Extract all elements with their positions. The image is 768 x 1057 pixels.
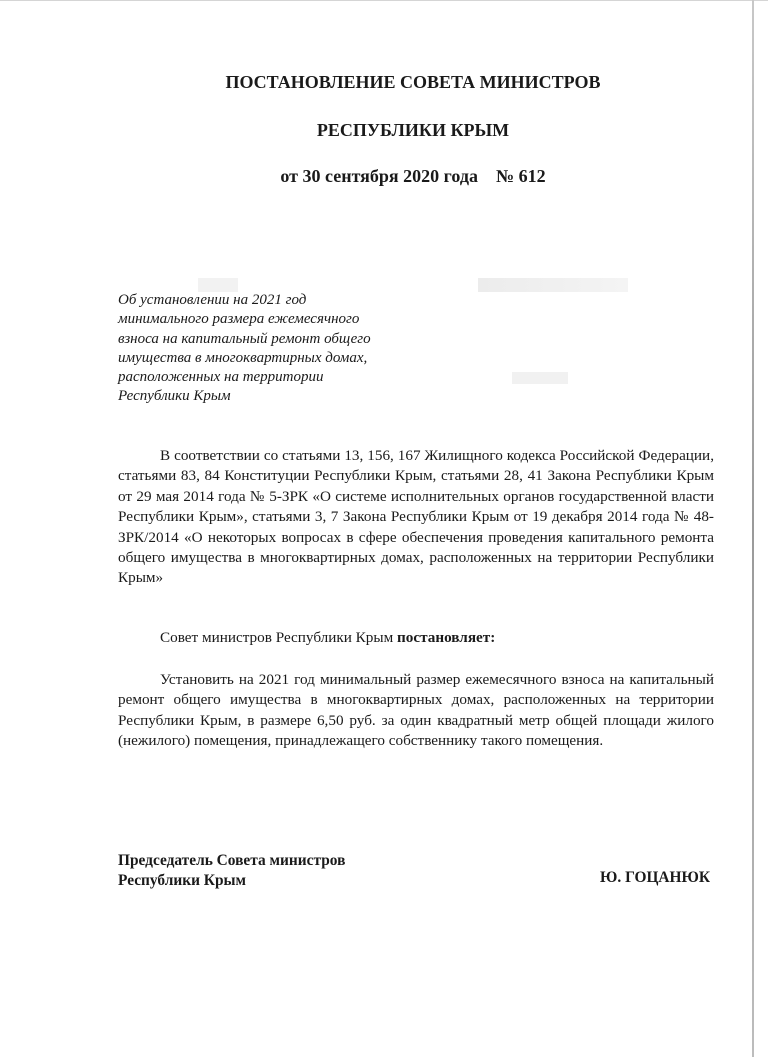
document-subtitle: РЕСПУБЛИКИ КРЫМ xyxy=(316,120,510,140)
decision-paragraph: Установить на 2021 год минимальный размер ежемесячного взноса на капитальный ремонт общего имущества в многоквартирных домах, расположенных на территории Республики Крым, в размере 6,50 руб. за один квадратный метр общей площади жилого (нежилого) помещения, принадлежащего собственнику такого помещения. xyxy=(118,671,714,750)
document-title: ПОСТАНОВЛЕНИЕ СОВЕТА МИНИСТРОВ xyxy=(225,72,601,92)
document-subject xyxy=(118,291,418,407)
council-verb: постановляет: xyxy=(397,629,496,646)
subject-line: Республики Крым xyxy=(118,388,231,405)
document-date: от 30 сентября 2020 года xyxy=(280,166,478,186)
signatory-position-line: Председатель Совета министров xyxy=(118,852,346,869)
preamble-paragraph: В соответствии со статьями 13, 156, 167 Жилищного кодекса Российской Федерации, статьями 83, 84 Конституции Республики Крым, статьями 28, 41 Закона Республики Крым от 29 мая 2014 года № 5-ЗРК «О системе исполнительных органов государственной власти Республики Крым», статьями 3, 7 Закона Республики Крым от 19 декабря 2014 года № 48-ЗРК/2014 «О некоторых вопросах в сфере обеспечения проведения капитального ремонта общего имущества в многоквартирных домах, расположенных на территории Республики Крым» xyxy=(118,447,714,587)
bleed-through-mark xyxy=(512,372,568,384)
council-decision-line xyxy=(118,628,714,648)
council-text: Совет министров Республики Крым xyxy=(160,629,394,646)
signatory-position xyxy=(118,851,438,892)
scan-right-edge xyxy=(752,0,754,1057)
subject-line: Об установлении на 2021 год xyxy=(118,292,307,308)
subject-line: расположенных на территории xyxy=(118,369,324,386)
document-number: № 612 xyxy=(495,166,546,186)
bleed-through-mark xyxy=(478,278,628,292)
subject-line: минимального размера ежемесячного xyxy=(118,311,360,328)
signatory-position-line: Республики Крым xyxy=(118,872,247,890)
subject-line: взноса на капитальный ремонт общего xyxy=(118,330,371,347)
signatory-name: Ю. ГОЦАНЮК xyxy=(600,869,710,886)
subject-line: имущества в многоквартирных домах, xyxy=(118,349,368,366)
bleed-through-mark xyxy=(198,278,238,292)
document-date-line xyxy=(0,166,768,187)
scan-top-edge xyxy=(0,0,768,1)
